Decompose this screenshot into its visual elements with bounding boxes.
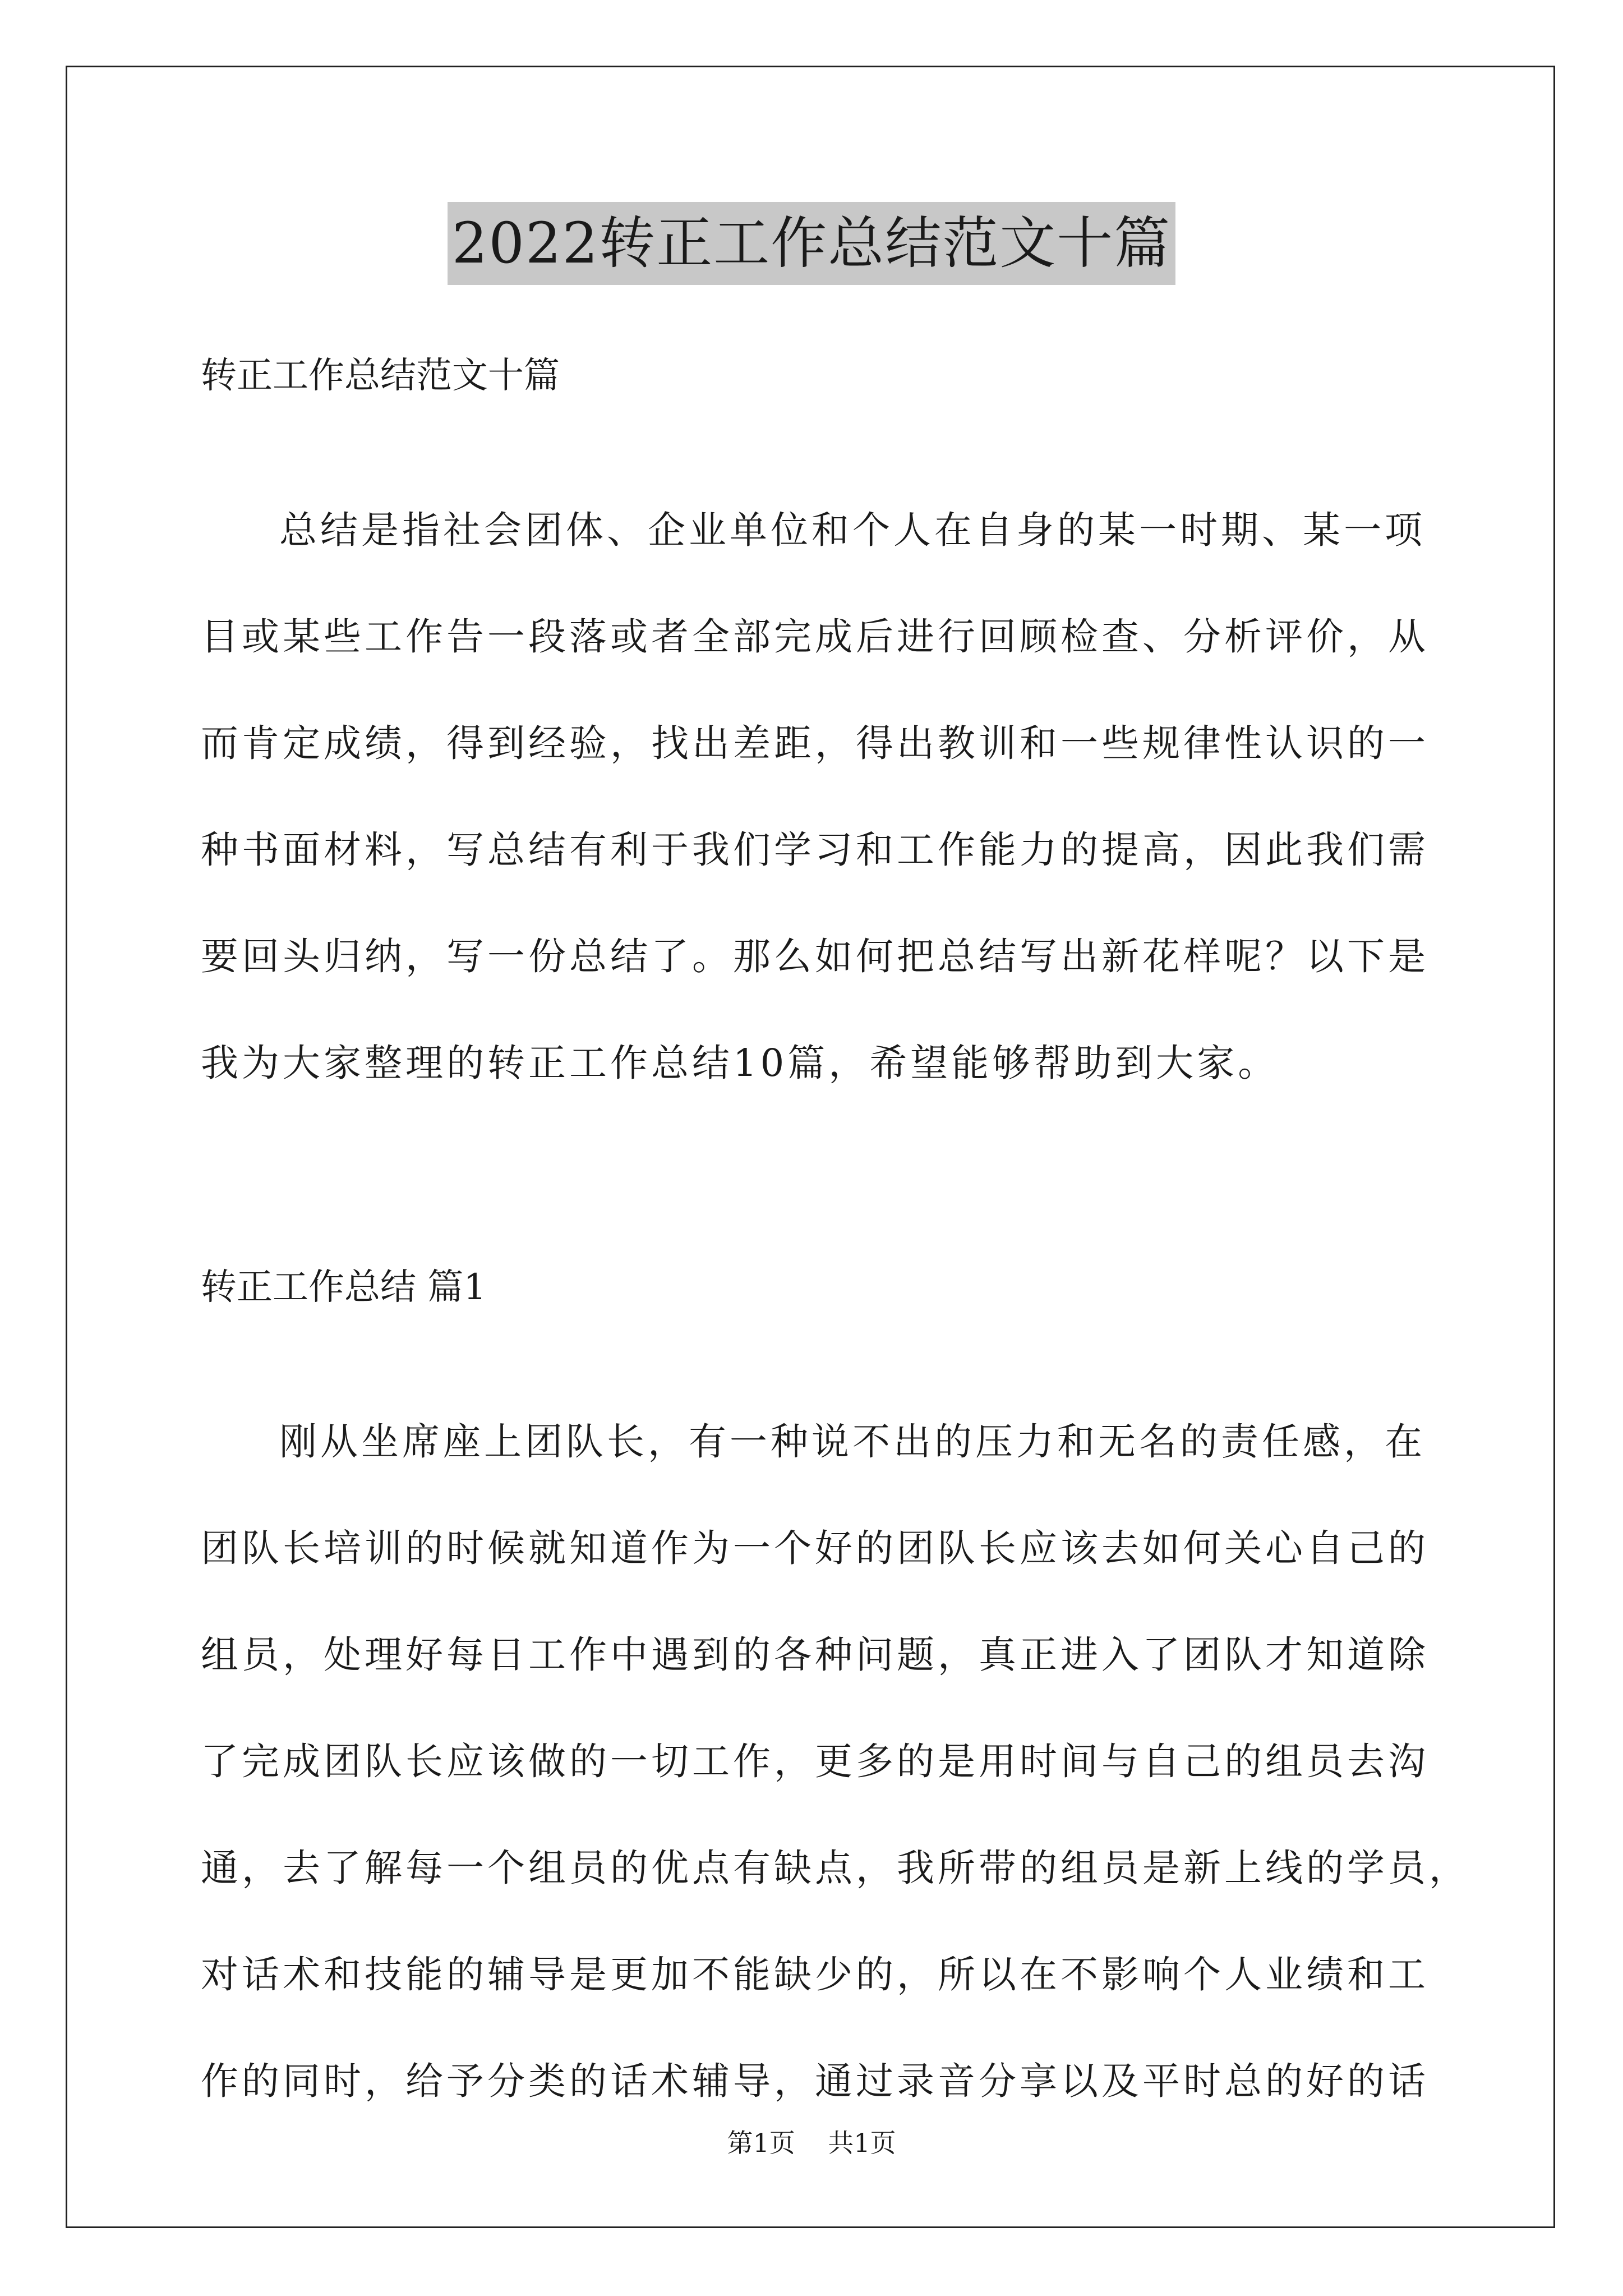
- paragraph-line: 对话术和技能的辅导是更加不能缺少的，所以在不影响个人业绩和工: [201, 1953, 1429, 1996]
- section-heading: 转正工作总结 篇1: [201, 1267, 487, 1308]
- paragraph-line: 我为大家整理的转正工作总结10篇，希望能够帮助到大家。: [201, 1041, 1279, 1085]
- paragraph-line: 组员，处理好每日工作中遇到的各种问题，真正进入了团队才知道除: [201, 1633, 1429, 1677]
- paragraph-line: 要回头归纳，写一份总结了。那么如何把总结写出新花样呢？以下是: [201, 935, 1429, 978]
- intro-line-1: 总结是指社会团体、企业单位和个人在自身的某一时期、某一项: [279, 508, 1426, 552]
- spacer: [201, 404, 1435, 477]
- section1-paragraph: [201, 1388, 1470, 2134]
- spacer: [201, 1315, 1435, 1388]
- paragraph-line: 作的同时，给予分类的话术辅导，通过录音分享以及平时总的好的话: [201, 2059, 1429, 2103]
- document-subtitle: 转正工作总结范文十篇: [201, 355, 560, 397]
- section1-line-1: 刚从坐席座上团队长，有一种说不出的压力和无名的责任感，在: [279, 1420, 1426, 1464]
- paragraph-line: 团队长培训的时候就知道作为一个好的团队长应该去如何关心自己的: [201, 1526, 1429, 1570]
- paragraph-line: 通，去了解每一个组员的优点有缺点，我所带的组员是新上线的学员，: [201, 1846, 1470, 1890]
- paragraph-line: 种书面材料，写总结有利于我们学习和工作能力的提高，因此我们需: [201, 828, 1429, 872]
- paragraph-line: [201, 1388, 1435, 1495]
- paragraph-line: [201, 477, 1435, 583]
- spacer: [201, 1116, 1435, 1259]
- intro-paragraph: [201, 477, 1435, 1116]
- paragraph-line: 而肯定成绩，得到经验，找出差距，得出教训和一些规律性认识的一: [201, 721, 1429, 765]
- title-container: [0, 202, 1623, 285]
- document-title: 2022转正工作总结范文十篇: [448, 202, 1176, 285]
- page-footer: 第1页 共1页: [727, 2128, 896, 2158]
- paragraph-line: 目或某些工作告一段落或者全部完成后进行回顾检查、分析评价，从: [201, 615, 1429, 659]
- paragraph-line: 了完成团队长应该做的一切工作，更多的是用时间与自己的组员去沟: [201, 1740, 1429, 1783]
- document-body: [201, 348, 1470, 2134]
